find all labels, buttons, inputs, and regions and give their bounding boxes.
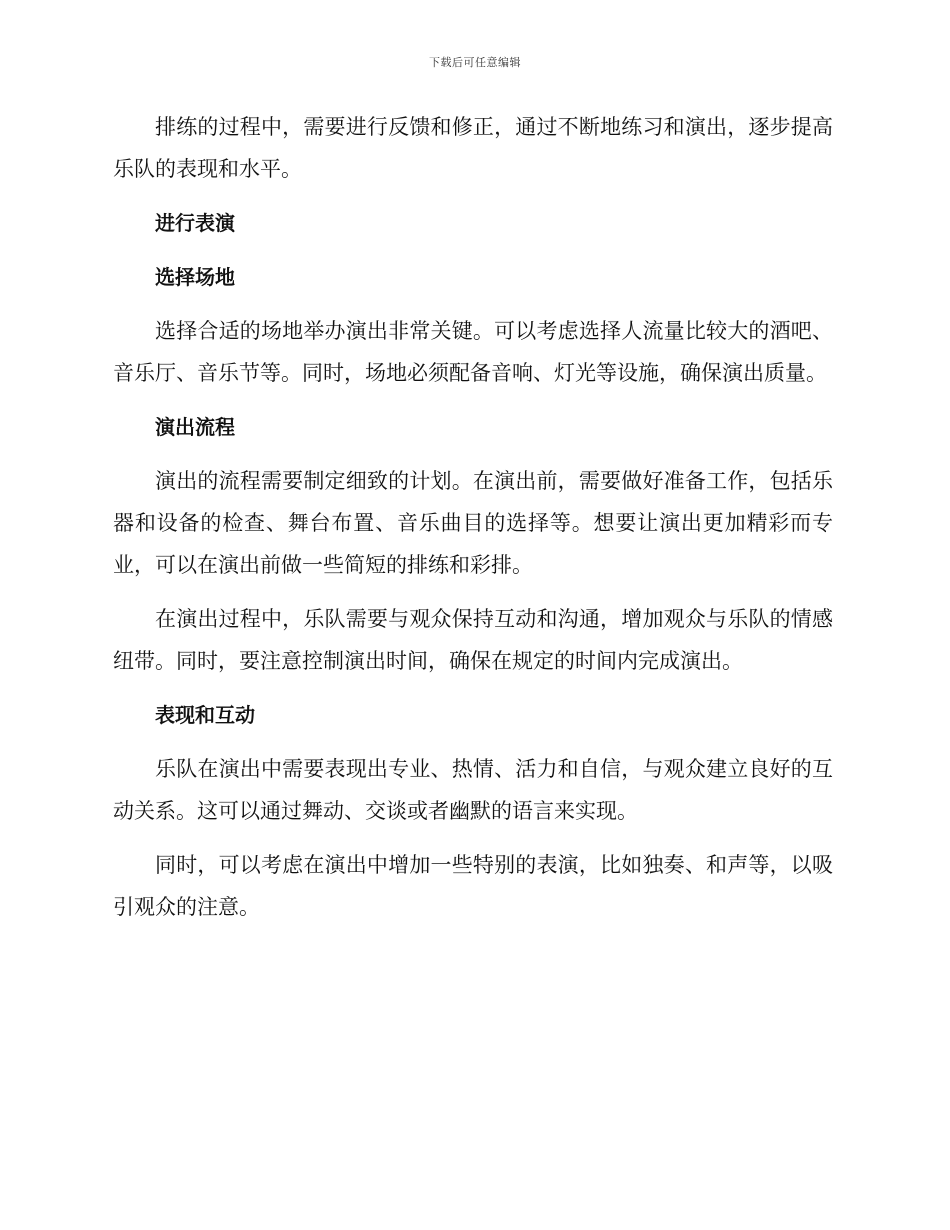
paragraph-during-show: 在演出过程中，乐队需要与观众保持互动和沟通，增加观众与乐队的情感纽带。同时，要注意控制演出时间，确保在规定的时间内完成演出。 bbox=[113, 607, 833, 673]
heading-choose-venue: 选择场地 bbox=[155, 265, 235, 289]
paragraph-rehearsal-feedback: 排练的过程中，需要进行反馈和修正，通过不断地练习和演出，逐步提高乐队的表现和水平。 bbox=[113, 115, 833, 181]
heading-perform: 进行表演 bbox=[155, 211, 235, 235]
paragraph-venue: 选择合适的场地举办演出非常关键。可以考虑选择人流量比较大的酒吧、音乐厅、音乐节等。同时，场地必须配备音响、灯光等设施，确保演出质量。 bbox=[113, 319, 833, 385]
paragraph-show-plan: 演出的流程需要制定细致的计划。在演出前，需要做好准备工作，包括乐器和设备的检查、舞台布置、音乐曲目的选择等。想要让演出更加精彩而专业，可以在演出前做一些简短的排练和彩排。 bbox=[113, 469, 833, 577]
document-body bbox=[113, 106, 833, 940]
heading-show-process: 演出流程 bbox=[155, 415, 235, 439]
paragraph-special-acts: 同时，可以考虑在演出中增加一些特别的表演，比如独奏、和声等，以吸引观众的注意。 bbox=[113, 853, 833, 919]
page-header: 下载后可任意编辑 bbox=[429, 56, 521, 69]
heading-performance-interaction: 表现和互动 bbox=[155, 703, 255, 727]
paragraph-interaction: 乐队在演出中需要表现出专业、热情、活力和自信，与观众建立良好的互动关系。这可以通过舞动、交谈或者幽默的语言来实现。 bbox=[113, 757, 833, 823]
